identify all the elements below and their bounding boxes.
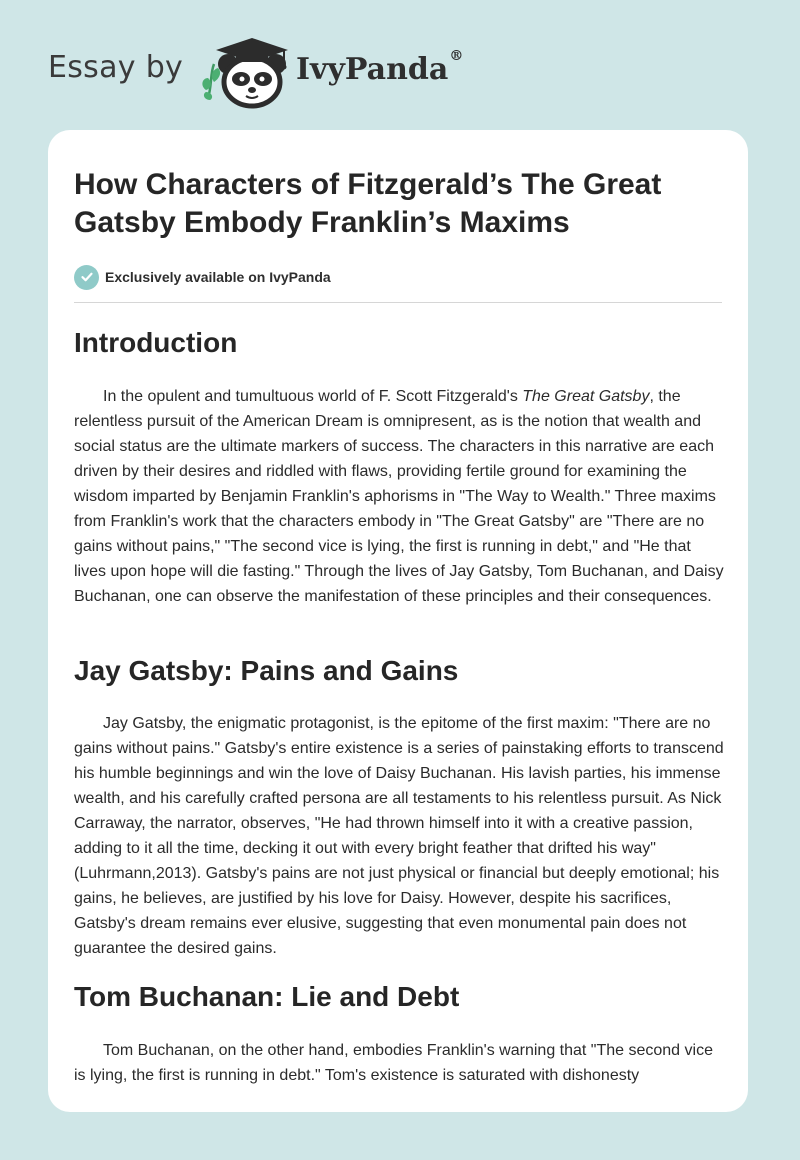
brand-name-text: IvyPanda — [296, 52, 449, 87]
brand-header — [48, 34, 508, 114]
section-paragraph-tom-buchanan: Tom Buchanan, on the other hand, embodies Franklin's warning that "The second vice is lying, the first is running in debt." Tom's existence is saturated with dishonesty — [74, 1042, 713, 1084]
section-heading-introduction: Introduction — [74, 327, 238, 358]
essay-card — [48, 130, 748, 1112]
check-circle-icon — [74, 265, 99, 290]
registered-mark: ® — [449, 48, 464, 64]
panda-graduate-icon — [200, 34, 296, 110]
paragraph-text: , the relentless pursuit of the American Dream is omnipresent, as is the notion that wealth and social status are the ultimate markers of success. The characters in this narrative are each driven by their desires and riddled with flaws, providing fertile ground for examining the wisdom imparted by Benjamin Franklin's aphorisms in "The Way to Wealth." Three maxims from Franklin's work that the characters embody in "The Great Gatsby" are "There are no gains without pains," "The second vice is lying, the first is running in debt," and "He that lives upon hope will die fasting." Through the lives of Jay Gatsby, Tom Buchanan, and Daisy Buchanan, one can observe the manifestation of these principles and their consequences. — [74, 388, 724, 605]
section-heading-jay-gatsby: Jay Gatsby: Pains and Gains — [74, 655, 459, 686]
book-title-italic: The Great Gatsby — [522, 388, 650, 405]
title-divider — [74, 302, 722, 303]
availability-text: Exclusively available on IvyPanda — [105, 269, 331, 285]
brand-prefix: Essay by — [48, 50, 184, 85]
availability-badge — [74, 263, 331, 291]
section-paragraph-jay-gatsby: Jay Gatsby, the enigmatic protagonist, is the epitome of the first maxim: "There are no gains without pains." Gatsby's entire existence is a series of painstaking efforts to transcend his humble beginnings and win the love of Daisy Buchanan. His lavish parties, his immense wealth, and his carefully crafted persona are all testaments to his relentless pursuit. As Nick Carraway, the narrator, observes, "He had thrown himself into it with a creative passion, adding to it all the time, decking it out with every bright feather that drifted his way" (Luhrmann,2013). Gatsby's pains are not just physical or financial but deeply emotional; his gains, he believes, are justified by his love for Daisy. However, despite his sacrifices, Gatsby's dream remains ever elusive, suggesting that even monumental pain does not guarantee the desired gains. — [74, 715, 724, 957]
essay-title: How Characters of Fitzgerald’s The Great Gatsby Embody Franklin’s Maxims — [74, 168, 662, 239]
section-paragraph-introduction — [74, 384, 724, 609]
brand-name — [296, 48, 464, 87]
paragraph-text: In the opulent and tumultuous world of F. Scott Fitzgerald's — [103, 388, 523, 405]
section-heading-tom-buchanan: Tom Buchanan: Lie and Debt — [74, 981, 460, 1012]
